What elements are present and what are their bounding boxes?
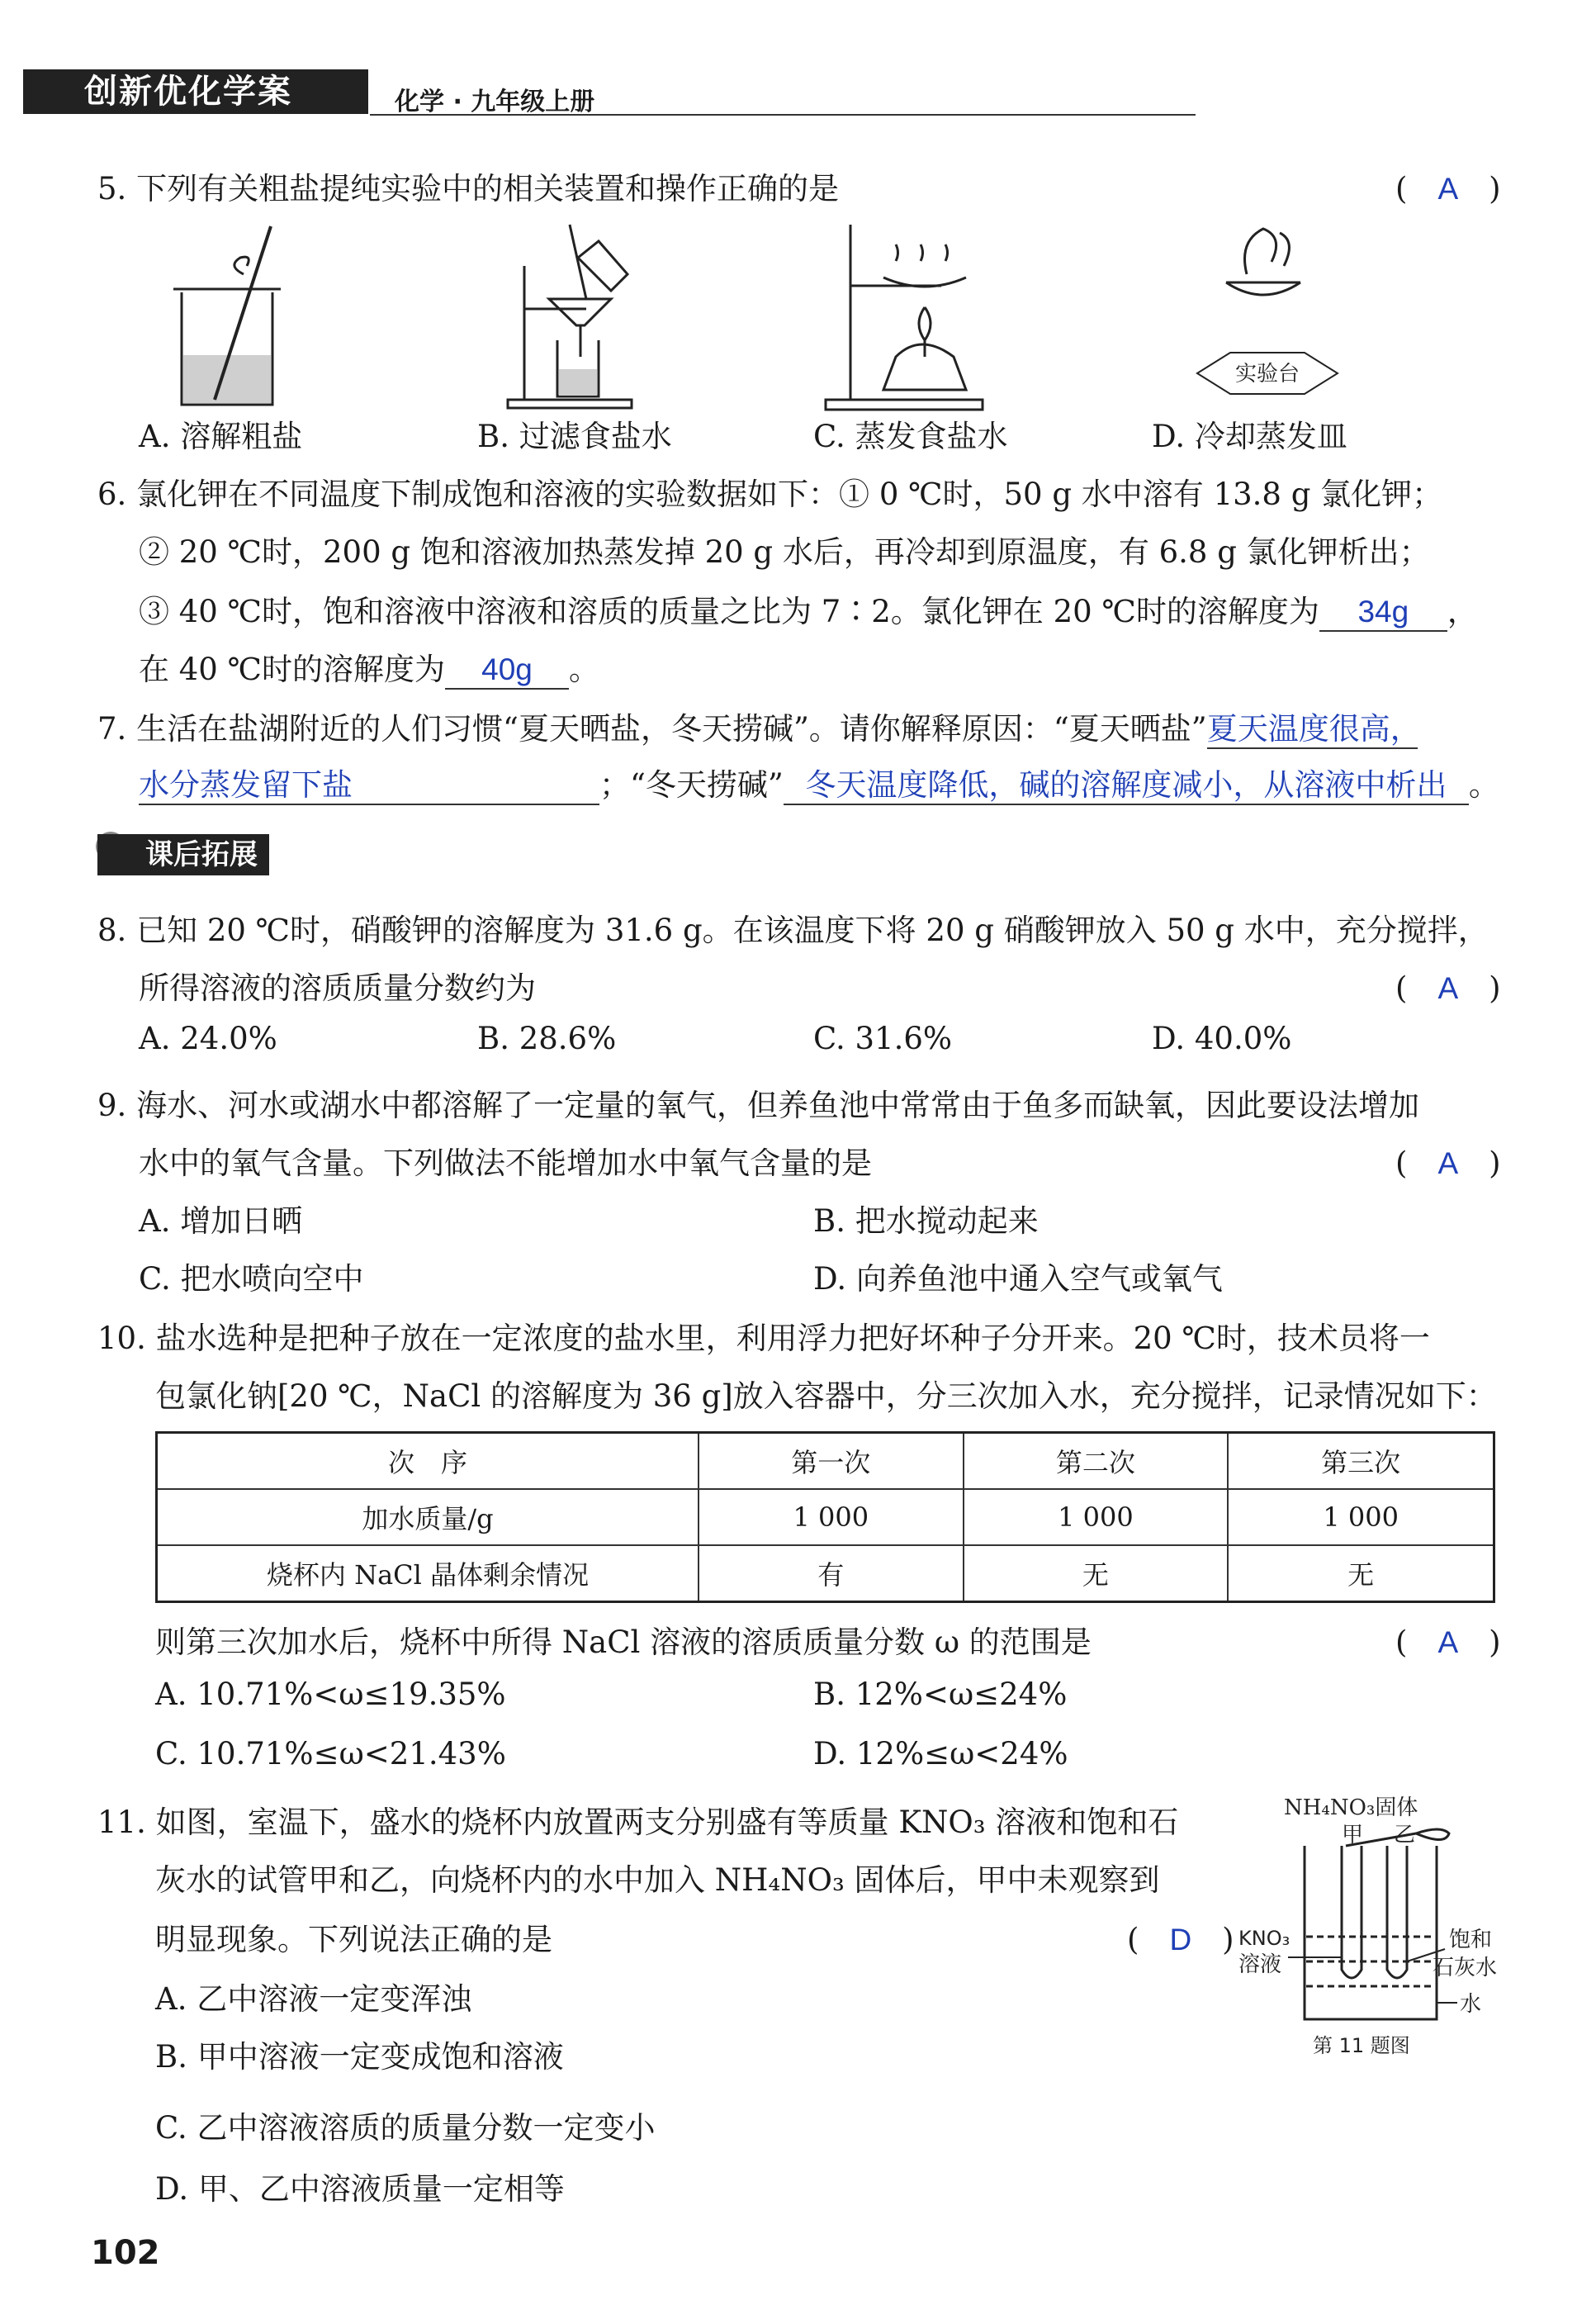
q11-left-label-1: KNO₃: [1238, 1927, 1291, 1950]
q7-mid: ；“冬天捞碱”: [599, 767, 784, 803]
q5-answer-bracket: ( A ): [1395, 171, 1501, 206]
q8-line1: 8. 已知 20 ℃时，硝酸钾的溶解度为 31.6 g。在该温度下将 20 g 硝酸钾放入 50 g 水中，充分搅拌，: [97, 913, 1489, 948]
q8-line2: 所得溶液的溶质质量分数约为: [139, 970, 536, 1006]
q11-line1: 11. 如图，室温下，盛水的烧杯内放置两支分别盛有等质量 KNO₃ 溶液和饱和石: [97, 1805, 1179, 1840]
q10-line1: 10. 盐水选种是把种子放在一定浓度的盐水里，利用浮力把好坏种子分开来。20 ℃时，技术员将一: [97, 1321, 1430, 1356]
q11-tube-b-label: 乙: [1394, 1823, 1416, 1847]
q7-line2: [139, 760, 1499, 805]
table-cell: 加水质量/g: [157, 1489, 699, 1545]
q9-option-c: C. 把水喷向空中: [139, 1261, 364, 1297]
q11-left-label-2: 溶液: [1238, 1952, 1282, 1977]
q10-option-c: C. 10.71%≤ω<21.43%: [155, 1736, 506, 1771]
q8-answer-bracket: ( A ): [1395, 970, 1501, 1006]
filtration-apparatus-icon: [508, 225, 632, 408]
table-cell: 有: [699, 1545, 964, 1602]
q10-table: [155, 1431, 1495, 1603]
q6-line3: [139, 586, 1478, 632]
q6-line4: [139, 644, 599, 690]
table-cell: 烧杯内 NaCl 晶体剩余情况: [157, 1545, 699, 1602]
page-number: 102: [91, 2234, 160, 2272]
q11-answer: D: [1169, 1923, 1192, 1956]
q8-option-b: B. 28.6%: [477, 1021, 617, 1056]
q7-answer1a: 夏天温度很高，: [1207, 711, 1418, 749]
table-cell: 1 000: [1228, 1489, 1494, 1545]
table-cell: 无: [1228, 1545, 1494, 1602]
evaporation-apparatus-icon: [826, 225, 983, 410]
table-row: [157, 1545, 1494, 1602]
beaker-icon: [1305, 1846, 1437, 2019]
q11-option-d: D. 甲、乙中溶液质量一定相等: [155, 2171, 565, 2207]
q9-line1: 9. 海水、河水或湖水中都溶解了一定量的氧气，但养鱼池中常常由于鱼多而缺氧，因此要设法增加: [97, 1088, 1420, 1123]
q7-answer2: 冬天温度降低，碱的溶解度减小，从溶液中析出: [784, 767, 1469, 805]
q5-option-d: D. 冷却蒸发皿: [1152, 419, 1347, 454]
q7-line1: [97, 704, 1421, 749]
q11-caption: 第 11 题图: [1313, 2034, 1410, 2057]
q6-line2: ② 20 ℃时，200 g 饱和溶液加热蒸发掉 20 g 水后，再冷却到原温度，有 6.8 g 氯化钾析出；: [139, 534, 1430, 570]
q9-option-a: A. 增加日晒: [139, 1203, 303, 1239]
q11-line3: 明显现象。下列说法正确的是: [155, 1922, 552, 1957]
q11-tube-a-label: 甲: [1342, 1823, 1364, 1847]
q8-answer: A: [1437, 971, 1459, 1005]
q10-option-a: A. 10.71%<ω≤19.35%: [155, 1677, 506, 1712]
q9-option-b: B. 把水搅动起来: [813, 1203, 1039, 1239]
q5-apparatus-illustrations: [149, 216, 1346, 415]
q6-line3-end: ，: [1447, 594, 1478, 629]
q10-answer-bracket: ( A ): [1395, 1624, 1501, 1660]
q10-line2: 包氯化钠[20 ℃，NaCl 的溶解度为 36 g]放入容器中，分三次加入水，充分搅拌，记录情况如下：: [155, 1378, 1497, 1414]
table-header-row: [157, 1433, 1494, 1490]
q7-answer1b: 水分蒸发留下盐: [139, 767, 599, 805]
q8-option-c: C. 31.6%: [813, 1021, 953, 1056]
table-header-cell: 第三次: [1228, 1433, 1494, 1490]
q11-option-a: A. 乙中溶液一定变浑浊: [155, 1981, 472, 2017]
q11-right-label-2: 石灰水: [1433, 1956, 1498, 1980]
section-title: 课后拓展: [97, 834, 269, 875]
q6-line1: 6. 氯化钾在不同温度下制成饱和溶液的实验数据如下：① 0 ℃时，50 g 水中溶有 13.8 g 氯化钾；: [97, 477, 1443, 512]
table-row: [157, 1489, 1494, 1545]
table-cell: 无: [964, 1545, 1229, 1602]
q6-line4-end: 。: [569, 652, 599, 687]
q8-option-a: A. 24.0%: [139, 1021, 277, 1056]
q6-answer2: 40g: [445, 652, 569, 690]
q7-line1-text: 7. 生活在盐湖附近的人们习惯“夏天晒盐，冬天捞碱”。请你解释原因：“夏天晒盐”: [97, 711, 1207, 747]
q11-figure: [1238, 1788, 1503, 2061]
q10-option-b: B. 12%<ω≤24%: [813, 1677, 1068, 1712]
q7-end: 。: [1468, 767, 1499, 803]
q9-option-d: D. 向养鱼池中通入空气或氧气: [813, 1261, 1223, 1297]
q11-option-c: C. 乙中溶液溶质的质量分数一定变小: [155, 2110, 656, 2146]
q11-solid-label: NH₄NO₃固体: [1284, 1795, 1418, 1820]
q5-answer: A: [1437, 172, 1459, 206]
q5-bench-label: 实验台: [1234, 362, 1300, 387]
q11-answer-bracket: ( D ): [1127, 1922, 1234, 1957]
table-header-cell: 次 序: [157, 1433, 699, 1490]
table-cell: 1 000: [964, 1489, 1229, 1545]
q5-option-c: C. 蒸发食盐水: [813, 419, 1008, 454]
q8-option-d: D. 40.0%: [1152, 1021, 1292, 1056]
q9-answer-bracket: ( A ): [1395, 1145, 1501, 1181]
header-subtitle: 化学 · 九年级上册: [395, 88, 595, 116]
q5-option-b: B. 过滤食盐水: [477, 419, 672, 454]
table-header-cell: 第一次: [699, 1433, 964, 1490]
q5-stem: 5. 下列有关粗盐提纯实验中的相关装置和操作正确的是: [97, 171, 840, 206]
q11-water-label: 水: [1460, 1992, 1482, 2017]
q10-question: 则第三次加水后，烧杯中所得 NaCl 溶液的溶质质量分数 ω 的范围是: [155, 1624, 1092, 1660]
table-cell: 1 000: [699, 1489, 964, 1545]
q11-line2: 灰水的试管甲和乙，向烧杯内的水中加入 NH₄NO₃ 固体后，甲中未观察到: [155, 1862, 1160, 1898]
q5-option-a: A. 溶解粗盐: [139, 419, 303, 454]
q6-line3-text: ③ 40 ℃时，饱和溶液中溶液和溶质的质量之比为 7∶2。氯化钾在 20 ℃时的溶解度为: [139, 594, 1319, 629]
beaker-dissolve-icon: [173, 226, 281, 405]
q10-option-d: D. 12%≤ω<24%: [813, 1736, 1068, 1771]
q9-line2: 水中的氧气含量。下列做法不能增加水中氧气含量的是: [139, 1145, 872, 1181]
header-brand: 创新优化学案: [23, 69, 368, 114]
q11-right-label-1: 饱和: [1449, 1928, 1493, 1952]
q9-answer: A: [1437, 1146, 1459, 1180]
q6-line4-text: 在 40 ℃时的溶解度为: [139, 652, 445, 687]
q10-answer: A: [1437, 1625, 1459, 1659]
q11-option-b: B. 甲中溶液一定变成饱和溶液: [155, 2039, 564, 2075]
table-header-cell: 第二次: [964, 1433, 1229, 1490]
q6-answer1: 34g: [1319, 594, 1447, 632]
